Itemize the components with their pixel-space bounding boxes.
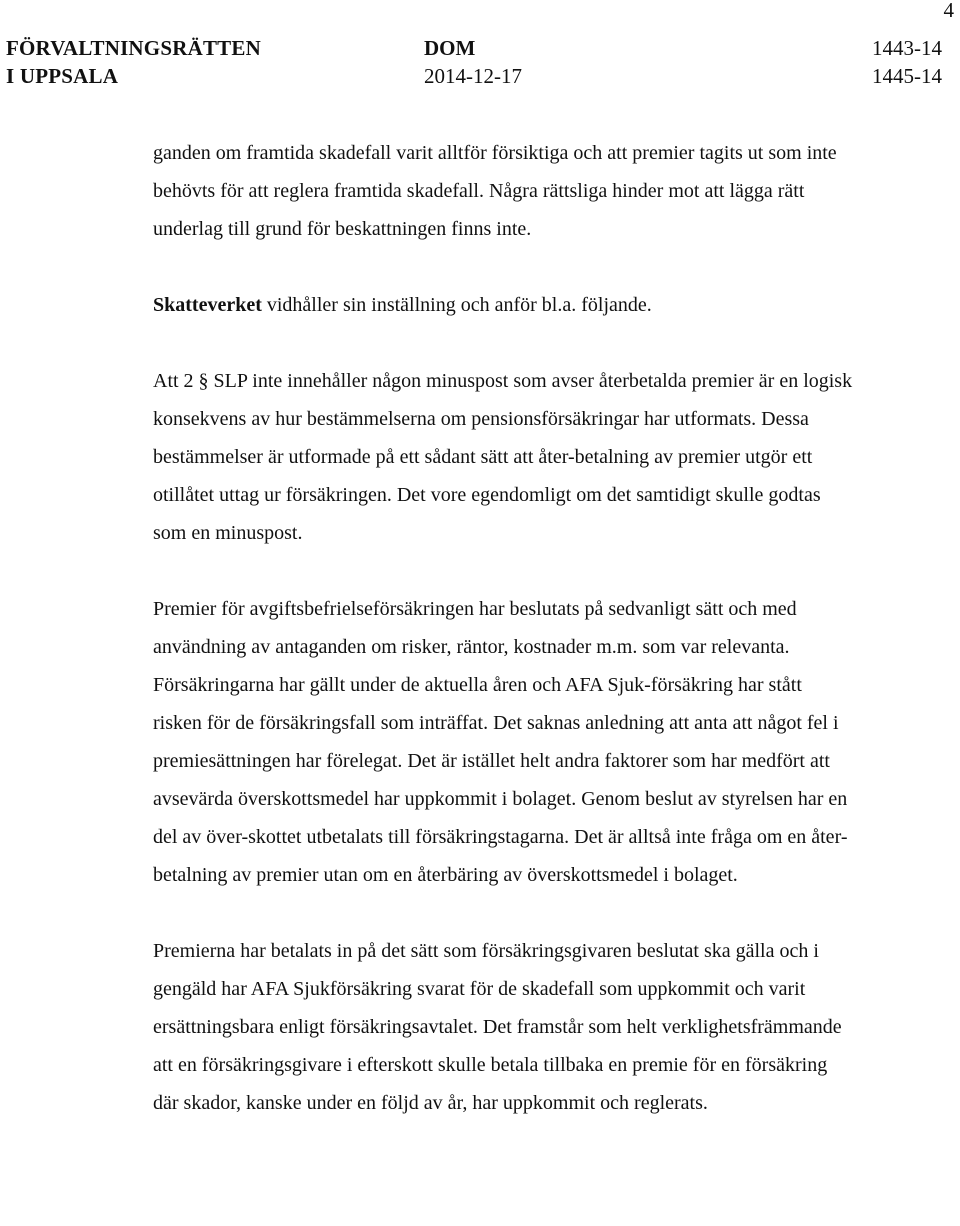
case-number: 1445-14 xyxy=(872,64,942,88)
paragraph: Att 2 § SLP inte innehåller någon minuspost som avser återbetalda premier är en logisk konsekvens av hur bestämmelserna om pensionsförsäkringar har utformats. Dessa bestämmelser är utformade på ett sådant sätt att åter-betalning av premier utgör ett otillåtet uttag ur försäkringen. Det vore egendomligt om det samtidigt skulle godtas som en minuspost. xyxy=(153,370,853,544)
case-number: 1443-14 xyxy=(872,36,942,60)
court-name xyxy=(6,34,261,90)
party-name: Skatteverket xyxy=(153,294,262,316)
document-info xyxy=(424,34,522,90)
document-body xyxy=(153,134,853,1160)
paragraph-text: vidhåller sin inställning och anför bl.a. följande. xyxy=(261,294,652,316)
paragraph: ganden om framtida skadefall varit alltför försiktiga och att premier tagits ut som inte behövts för att reglera framtida skadefall. Några rättsliga hinder mot att lägga rätt underlag till grund för beskattningen finns inte. xyxy=(153,142,837,240)
document-date: 2014-12-17 xyxy=(424,64,522,88)
case-numbers xyxy=(872,34,942,90)
court-name-line-1: FÖRVALTNINGSRÄTTEN xyxy=(6,36,261,60)
paragraph: Premier för avgiftsbefrielseförsäkringen har beslutats på sedvanligt sätt och med användning av antaganden om risker, räntor, kostnader m.m. som var relevanta. Försäkringarna har gällt under de aktuella åren och AFA Sjuk-försäkring har stått risken för de försäkringsfall som inträffat. Det saknas anledning att anta att något fel i premiesättningen har förelegat. Det är istället helt andra faktorer som har medfört att avsevärda överskottsmedel har uppkommit i bolaget. Genom beslut av styrelsen har en del av över-skottet utbetalats till försäkringstagarna. Det är alltså inte fråga om en åter-betalning av premier utan om en återbäring av överskottsmedel i bolaget. xyxy=(153,598,848,886)
page-number: 4 xyxy=(943,0,954,22)
court-name-line-2: I UPPSALA xyxy=(6,64,119,88)
document-type: DOM xyxy=(424,36,476,60)
paragraph xyxy=(153,286,853,324)
paragraph: Premierna har betalats in på det sätt som försäkringsgivaren beslutat ska gälla och i gengäld har AFA Sjukförsäkring svarat för de skadefall som uppkommit och varit ersättningsbara enligt försäkringsavtalet. Det framstår som helt verklighetsfrämmande att en försäkringsgivare i efterskott skulle betala tillbaka en premie för en försäkring där skador, kanske under en följd av år, har uppkommit och reglerats. xyxy=(153,940,842,1114)
